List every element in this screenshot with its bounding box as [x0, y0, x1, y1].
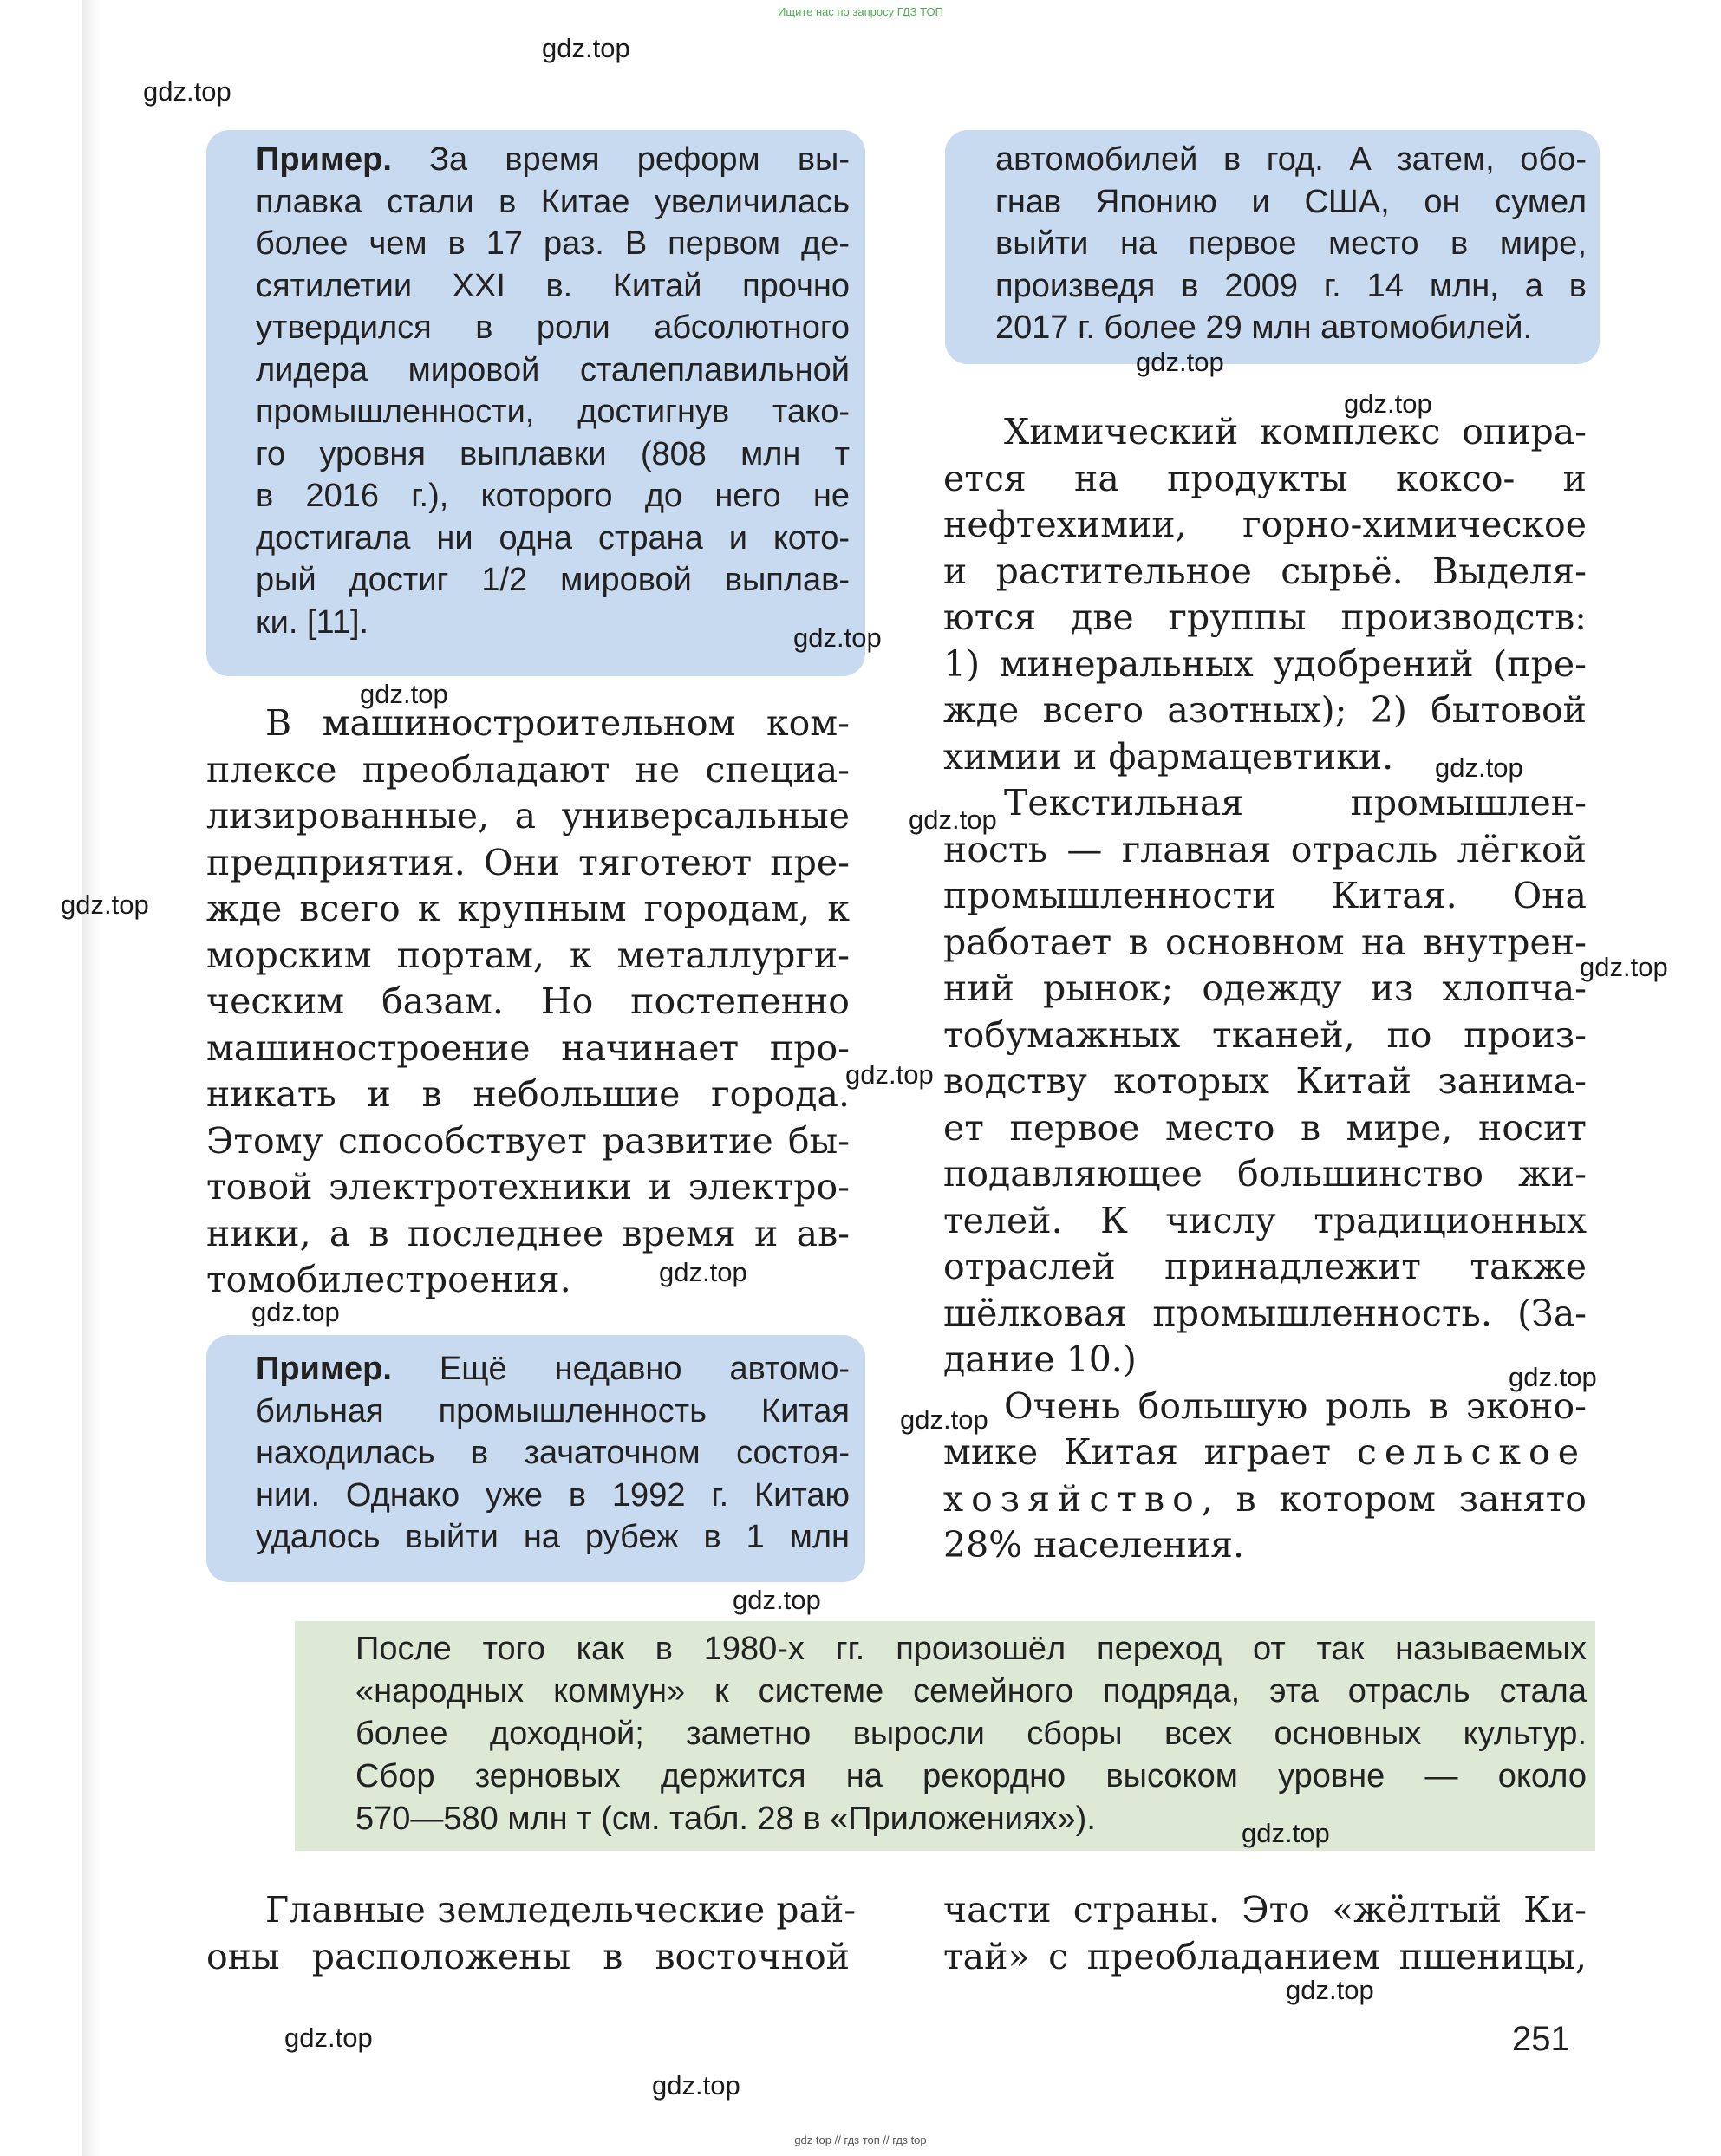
machinery-paragraph: В машиностроительном ком- плексе преобладают не специа- лизированные, а универсальные предприятия. Они тяготеют пре- жде всего к крупным городам, к морским портам, к металлурги- ческим базам. Но постепенно машиностроение начинает про- никать и в небольшие города. Этому способствует развитие бы- товой электротехники и электро- ники, а в последнее время и ав- томобилестроения.	[206, 702, 850, 1300]
example-steel-text: Пример. За время реформ вы- плавка стали в Китае увеличилась более чем в 17 раз. В первом де- сятилетии XXI в. Китай прочно утвердился в роли абсолютного лидера мировой сталеплавильной промышленности, достигнув тако- го уровня выплавки (808 млн т в 2016 г.), которого до него не достигала ни одна страна и кото- рый достиг 1/2 мировой выплав- ки. [11].	[256, 141, 850, 641]
watermark: gdz.top	[733, 1585, 821, 1615]
watermark: gdz.top	[1136, 347, 1224, 377]
watermark: gdz.top	[652, 2070, 740, 2101]
example-auto-continued-text: автомобилей в год. А затем, обо- гнав Японию и США, он сумел выйти на первое место в мире, произведя в 2009 г. 14 млн, а в 2017 г. более 29 млн автомобилей.	[995, 141, 1587, 346]
example-label: Пример.	[256, 141, 392, 178]
page-edge-shadow	[82, 0, 101, 2156]
highlight-term: хозяйство	[943, 1477, 1202, 1520]
watermark: gdz.top	[1509, 1362, 1597, 1392]
farming-regions-right: части страны. Это «жёлтый Ки- тай» с преобладанием пшеницы,	[943, 1889, 1587, 1977]
watermark: gdz.top	[143, 76, 231, 107]
watermark: gdz.top	[284, 2022, 373, 2053]
watermark: gdz.top	[1344, 388, 1432, 419]
watermark: gdz.top	[1286, 1975, 1374, 2005]
example-auto-text: Пример. Ещё недавно автомо- бильная промышленность Китая находилась в зачаточном состоя- нии. Однако уже в 1992 г. Китаю удалось выйти на рубеж в 1 млн	[256, 1351, 850, 1555]
example-label: Пример.	[256, 1351, 392, 1387]
top-banner: Ищите нас по запросу ГДЗ ТОП	[778, 5, 943, 18]
watermark: gdz.top	[1242, 1818, 1330, 1848]
watermark: gdz.top	[909, 804, 997, 835]
farming-regions-left: Главные земледельческие рай- оны расположены в восточной	[206, 1889, 857, 1977]
watermark: gdz.top	[659, 1257, 747, 1287]
watermark: gdz.top	[1580, 952, 1668, 982]
watermark: gdz.top	[845, 1059, 934, 1090]
watermark: gdz.top	[251, 1297, 340, 1327]
watermark: gdz.top	[793, 622, 882, 653]
watermark: gdz.top	[61, 889, 149, 920]
page-number: 251	[1512, 2020, 1570, 2058]
agriculture-note-text: После того как в 1980-х гг. произошёл переход от так называемых «народных коммун» к системе семейного подряда, эта отрасль стала более доходной; заметно выросли сборы всех основных культур. Сбор зерновых держится на рекордно высоком уровне — около 570—580 млн т (см. табл. 28 в «Приложениях»).	[355, 1631, 1587, 1837]
highlight-term: сельское	[1356, 1431, 1587, 1473]
watermark: gdz.top	[542, 33, 630, 63]
watermark: gdz.top	[360, 679, 448, 709]
chemistry-textile-paragraphs: Химический комплекс опира- ется на продукты коксо- и нефтехимии, горно-химическое и растительное сырьё. Выделя- ются две группы производств: 1) минеральных удобрений (пре- жде всего азотных); 2) бытовой химии и фармацевтики. Текстильная промышлен- ность — главная отрасль лёгкой промышленности Китая. Она работает в основном на внутрен- ний рынок; одежду из хлопча- тобумажных тканей, по произ- водству которых Китай занима- ет первое место в мире, носит подавляющее большинство жи- телей. К числу традиционных отраслей принадлежит также шёлковая промышленность. (За- дание 10.) Очень большую роль в эконо- мике Китая играет сельское хозяйство, в котором занято 28% населения.	[943, 411, 1587, 1566]
watermark: gdz.top	[1435, 752, 1523, 783]
watermark: gdz.top	[900, 1404, 988, 1435]
bottom-banner: gdz top // гдз топ // гдз top	[794, 2133, 927, 2146]
